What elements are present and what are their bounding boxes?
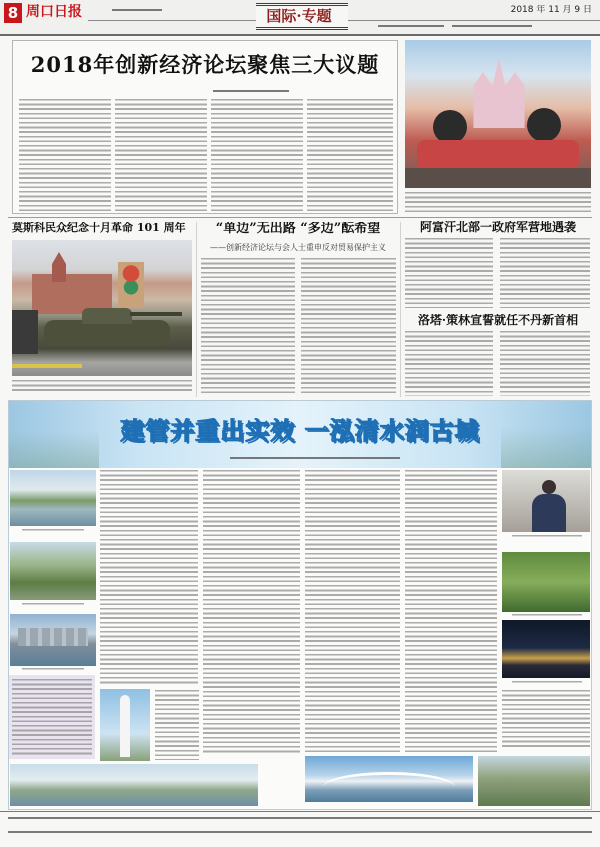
photo-detail-tower: [52, 252, 66, 282]
top-section-divider: [8, 217, 592, 218]
section-label: 国际·专题: [266, 8, 332, 25]
feature-body-col-1: [100, 470, 198, 684]
lead-article-body-col-2: [115, 99, 207, 211]
page-number-badge: 8: [4, 3, 22, 23]
photo-tank-parade: [12, 240, 192, 376]
feature-sidebar-box: [9, 675, 95, 759]
photo-worker: [502, 470, 590, 532]
afghanistan-article-body-col-1: [405, 238, 493, 308]
lead-article-body-col-3: [211, 99, 303, 211]
afghanistan-article-headline: 阿富汗北部一政府军营地遇袭: [419, 221, 576, 234]
feature-body-col-side: [155, 690, 199, 760]
photo-green-plaza: [10, 542, 96, 600]
photo-detail-tank-turret: [82, 308, 132, 324]
plaza-photo-caption: [22, 603, 84, 606]
issue-date: 2018 年 11 月 9 日: [510, 5, 592, 15]
photo-detail-crowd: [12, 310, 38, 354]
photo-detail-float-base: [417, 140, 579, 170]
feature-body-col-3: [305, 470, 400, 752]
bhutan-article-headline: 洛塔·策林宣誓就任不丹新首相: [417, 314, 579, 327]
photo-riverside-park: [478, 756, 590, 806]
column-rule-left: [196, 222, 197, 397]
masthead-logo: 周口日报: [26, 4, 82, 20]
header-editor-line: [112, 9, 162, 12]
trade-article-body-col-1: [201, 258, 295, 396]
feature-body-col-4: [405, 470, 497, 752]
feature-headline: 建管并重出实效 一泓清水润古城: [120, 418, 480, 445]
trade-article-body-col-2: [301, 258, 396, 396]
photo-detail-figure-left: [433, 110, 467, 144]
bhutan-article-body-col-1: [405, 331, 493, 396]
photo-detail-person-head: [542, 480, 556, 494]
trade-article-subheadline: ——创新经济论坛与会人士重申反对贸易保护主义: [210, 243, 386, 252]
lake-photo-caption: [22, 529, 84, 532]
photo-detail-bridge-arch: [323, 772, 455, 802]
night-photo-caption: [512, 681, 582, 684]
photo-night-scene: [502, 620, 590, 678]
photo-detail-figure-right: [527, 108, 561, 142]
header-email-line: [452, 25, 532, 28]
bhutan-article-body-col-2: [500, 331, 590, 396]
page-header: [0, 0, 600, 35]
feature-byline: [230, 457, 400, 460]
photo-lake-bridge: [10, 470, 96, 526]
feature-body-col-5: [502, 690, 590, 750]
feature-body-col-2: [203, 470, 300, 755]
photo-arch-bridge: [305, 756, 473, 802]
photo-waterfront-buildings: [10, 614, 96, 666]
lead-article-headline: 2018年创新经济论坛聚焦三大议题: [30, 53, 380, 77]
trade-article-headline: “单边”无出路 “多边”酝希望: [215, 222, 381, 236]
photo-detail-buildings: [18, 628, 88, 646]
photo-detail-domes: [118, 262, 144, 308]
footer-rule: [0, 811, 600, 812]
feature-sidebar-text: [12, 679, 92, 755]
waterfront-photo-caption: [22, 668, 84, 671]
lead-article-body-col-4: [307, 99, 393, 211]
footer-contact-line: [8, 831, 592, 834]
parade-photo-caption: [405, 192, 591, 213]
lead-article-box: [12, 40, 398, 214]
photo-green-plants: [502, 552, 590, 612]
lead-article-body-col-1: [19, 99, 111, 211]
photo-detail-road-line: [12, 364, 82, 368]
plants-photo-caption: [512, 614, 582, 617]
photo-detail-tank-barrel: [130, 312, 182, 316]
afghanistan-article-body-col-2: [500, 238, 590, 308]
photo-parade-float: [405, 40, 591, 188]
header-bottom-rule: [0, 34, 600, 36]
lead-article-byline: [213, 90, 289, 93]
section-label-frame: [256, 3, 348, 30]
photo-detail-castle: [467, 58, 531, 128]
header-hotline-line: [378, 25, 444, 28]
photo-detail-person-body: [532, 494, 566, 532]
footer-address-line: [8, 817, 592, 820]
moscow-story-headline: 莫斯科民众纪念十月革命 101 周年: [12, 222, 186, 234]
tank-photo-caption: [12, 380, 192, 393]
photo-park-landscape: [10, 764, 258, 806]
worker-photo-caption: [512, 535, 582, 538]
photo-detail-crowd: [405, 168, 591, 188]
column-rule-right: [400, 222, 401, 397]
photo-white-tower: [100, 689, 150, 761]
photo-detail-tower: [120, 695, 130, 757]
